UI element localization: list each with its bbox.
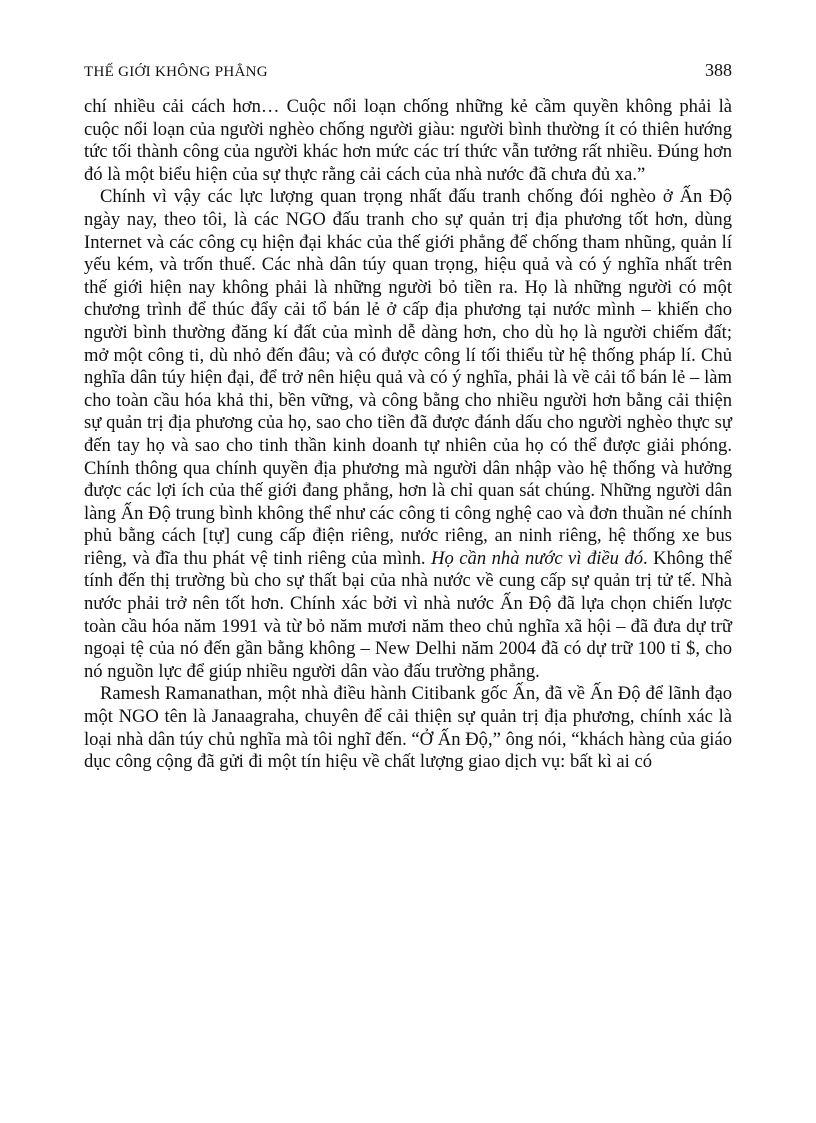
- paragraph-ramanathan: Ramesh Ramanathan, một nhà điều hành Citibank gốc Ấn, đã về Ấn Độ để lãnh đạo một NGO tên là Janaagraha, chuyên để cải thiện sự quản trị địa phương, chính xác là loại nhà dân túy chủ nghĩa mà tôi nghĩ đến. “Ở Ấn Độ,” ông nói, “khách hàng của giáo dục công cộng đã gửi đi một tín hiệu về chất lượng giao dịch vụ: bất kì ai có: [84, 683, 732, 773]
- running-header: [84, 60, 732, 90]
- paragraph-text: Chính vì vậy các lực lượng quan trọng nhất đấu tranh chống đói nghèo ở Ấn Độ ngày nay, theo tôi, là các NGO đấu tranh cho sự quản trị địa phương tốt hơn, dùng Internet và các công cụ hiện đại khác của thế giới phẳng để chống tham nhũng, quản lí yếu kém, và trốn thuế. Các nhà dân túy quan trọng, hiệu quả và có ý nghĩa nhất trên thế giới hiện nay không phải là những người bỏ tiền ra. Họ là những người có một chương trình để thúc đẩy cải tổ bán lẻ ở cấp địa phương tại nước mình – khiến cho người bình thường đăng kí đất của mình dễ dàng hơn, cho dù họ là người chiếm đất; mở một công ti, dù nhỏ đến đâu; và có được công lí tối thiểu từ hệ thống pháp lí. Chủ nghĩa dân túy hiện đại, để trở nên hiệu quả và có ý nghĩa, phải là về cải tổ bán lẻ – làm cho toàn cầu hóa khả thi, bền vững, và công bằng cho nhiều người hơn bằng cải thiện sự quản trị địa phương của họ, sao cho tiền đã được đánh dấu cho người nghèo thực sự đến tay họ và sao cho tinh thần kinh doanh tự nhiên của họ có thể được giải phóng. Chính thông qua chính quyền địa phương mà người dân nhập vào hệ thống và hưởng được các lợi ích của thế giới đang phẳng, hơn là chỉ quan sát chúng. Những người dân làng Ấn Độ trung bình không thể như các công ti công nghệ cao và đơn thuần né chính phủ bằng cách [tự] cung cấp điện riêng, nước riêng, an ninh riêng, hệ thống xe bus riêng, và đĩa thu phát vệ tinh riêng của mình.: [84, 186, 732, 569]
- body-text: [84, 96, 732, 774]
- running-title: THẾ GIỚI KHÔNG PHẲNG: [84, 64, 268, 80]
- paragraph-text: . Không thể tính đến thị trường bù cho sự thất bại của nhà nước về cung cấp sự quản trị tử tế. Nhà nước phải trở nên tốt hơn. Chính xác bởi vì nhà nước Ấn Độ đã lựa chọn chiến lược toàn cầu hóa năm 1991 và từ bỏ năm mươi năm theo chủ nghĩa xã hội – đã đưa dự trữ ngoại tệ của nó đến gần bằng không – New Delhi năm 2004 đã có dự trữ 100 tỉ $, cho nó nguồn lực để giúp nhiều người dân vào đấu trường phẳng.: [84, 547, 732, 682]
- emphasis-text: Họ cần nhà nước vì điều đó: [431, 547, 644, 569]
- page-number: 388: [705, 60, 732, 80]
- paragraph-continued: chí nhiều cải cách hơn… Cuộc nổi loạn chống những kẻ cầm quyền không phải là cuộc nổi loạn của người nghèo chống người giàu: người bình thường ít có thiên hướng tức tối thành công của người khác hơn mức các trí thức vẫn tưởng rất nhiều. Đúng hơn đó là một biểu hiện của sự thực rằng cải cách của nhà nước đã chưa đủ xa.”: [84, 96, 732, 185]
- book-page: [84, 60, 732, 774]
- paragraph-ngo-populists: [84, 186, 732, 683]
